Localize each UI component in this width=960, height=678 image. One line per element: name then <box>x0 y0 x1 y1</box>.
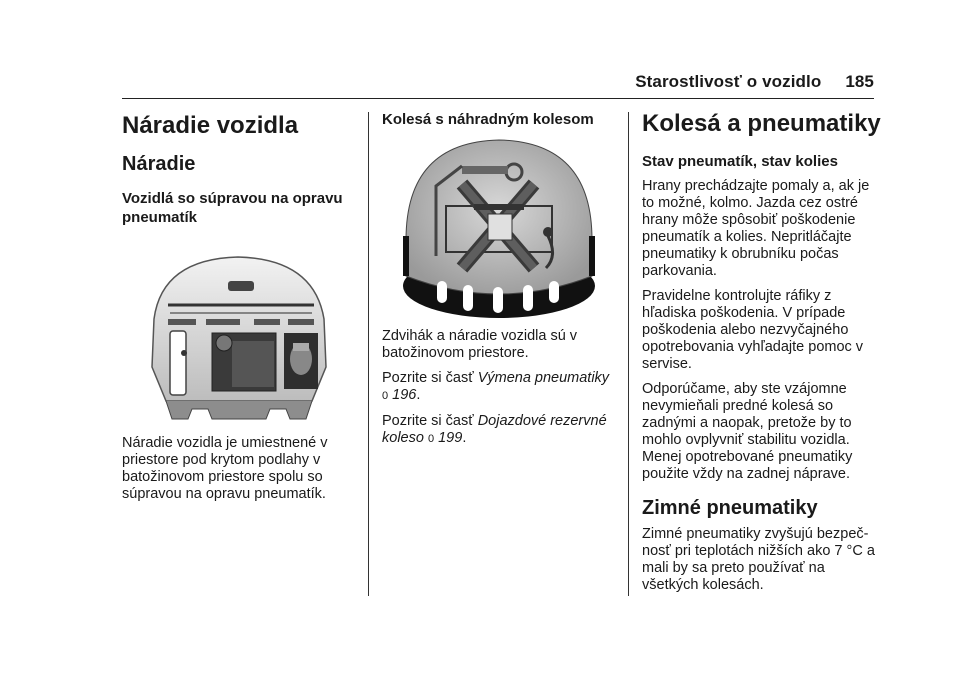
reference-arrow-icon: 0 <box>427 432 435 445</box>
tyre-condition-paragraph-3: Odporúčame, aby ste vzájomne nevymieňali predné kolesá so zadnými a naopak, pretože by to mohlo ovplyvniť stabilitu vozidla. Menej opotrebované pneumatiky použite vždy na zadnej náprave. <box>642 380 853 482</box>
reference-suffix: . <box>416 386 421 403</box>
subsubsection-title-spare-wheel: Kolesá s náhradným kolesom <box>382 111 594 128</box>
reference-spare-wheel <box>382 413 612 448</box>
section-title-vehicle-tools: Náradie vozidla <box>122 112 299 139</box>
reference-suffix: . <box>462 429 467 446</box>
winter-tyres-paragraph: Zimné pneumatiky zvyšujú bezpeč‐nosť pri teplotách nižších ako 7 °C a mali by sa preto používať na všetkých kolesách. <box>642 525 875 593</box>
reference-page-196[interactable]: 196 <box>392 386 417 403</box>
subsubsection-title-repair-kit: Vozidlá so súpravou na opravu pneumatík <box>122 189 343 226</box>
reference-page-199[interactable]: 199 <box>438 429 463 446</box>
subsection-title-tools: Náradie <box>122 152 196 175</box>
reference-tyre-change <box>382 370 612 405</box>
section-title-wheels-tyres: Kolesá a pneumatiky <box>642 110 881 137</box>
reference-prefix: Pozrite si časť <box>382 412 478 429</box>
header-rule <box>122 98 874 99</box>
reference-prefix: Pozrite si časť <box>382 369 478 386</box>
column-1 <box>122 108 354 503</box>
running-header <box>635 72 874 92</box>
subsection-title-tyre-condition: Stav pneumatík, stav kolies <box>642 152 838 170</box>
reference-title-spare-wheel: Dojazdové rezervné koleso <box>382 412 607 446</box>
column-divider-2 <box>628 112 629 596</box>
column-2 <box>382 108 612 448</box>
tools-location-paragraph: Náradie vozidla je umiestnené v priestore pod krytom podlahy v batožinovom priestore spolu so súpravou na opravu pneumatík. <box>122 435 328 503</box>
tyre-condition-paragraph-2: Pravidelne kontrolujte ráfiky z hľadiska poškodenia. V prípade poškodenia alebo nezvyčajného opotrebovania vyhľadajte pomoc v servise. <box>642 287 864 372</box>
tyre-condition-paragraph-1: Hrany prechádzajte pomaly a, ak je to možné, kolmo. Jazda cez ostré hrany môže spôsobiť poškodenie pneumatík a kolies. Nepritláčajte pneumatiky k obrubníku počas parkovania. <box>642 177 870 279</box>
reference-title-tyre-change: Výmena pneumatiky <box>477 369 610 386</box>
jack-and-tools-illustration <box>402 136 596 320</box>
reference-arrow-icon: 0 <box>382 389 389 402</box>
jack-location-paragraph: Zdvihák a náradie vozidla sú v batožinovom priestore. <box>382 327 578 361</box>
column-3 <box>642 108 882 594</box>
subsection-title-winter-tyres: Zimné pneumatiky <box>642 496 818 519</box>
page-number: 185 <box>845 72 874 91</box>
chapter-title: Starostlivosť o vozidlo <box>635 72 822 91</box>
column-divider-1 <box>368 112 369 596</box>
tool-kit-illustration <box>148 249 330 427</box>
